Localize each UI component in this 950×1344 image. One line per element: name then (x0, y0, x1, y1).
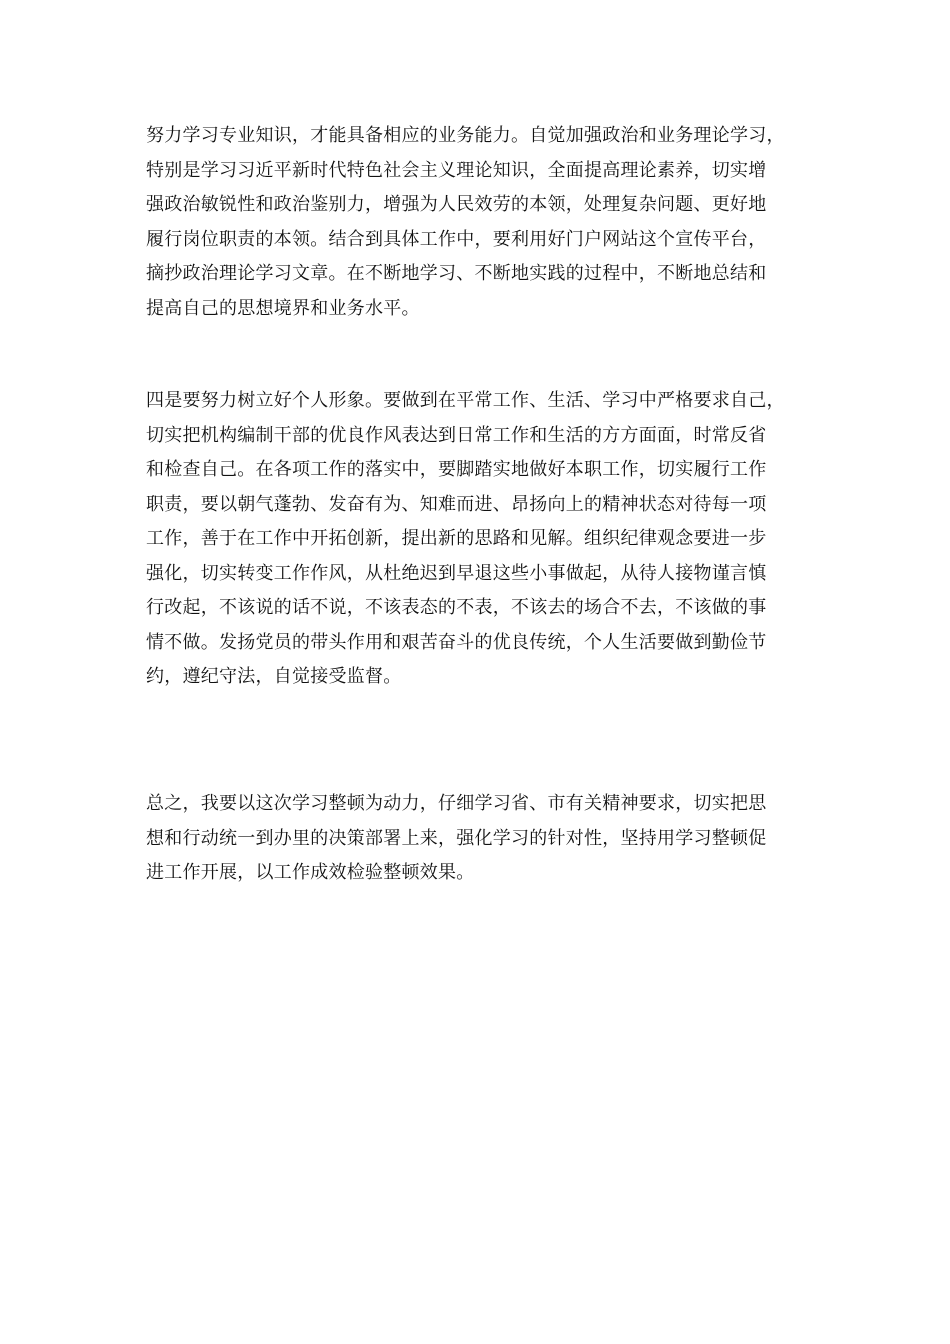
text-line: 和检查自己。在各项工作的落实中，要脚踏实地做好本职工作，切实履行工作 (146, 459, 767, 480)
text-line: 职责，要以朝气蓬勃、发奋有为、知难而进、昂扬向上的精神状态对待每一项 (146, 493, 767, 515)
text-line: 履行岗位职责的本领。结合到具体工作中，要利用好门户网站这个宣传平台， (146, 228, 767, 250)
text-line: 强政治敏锐性和政治鉴别力，增强为人民效劳的本领，处理复杂问题、更好地 (146, 194, 767, 215)
text-line: 努力学习专业知识，才能具备相应的业务能力。自觉加强政治和业务理论学习， (146, 125, 785, 146)
text-line: 摘抄政治理论学习文章。在不断地学习、不断地实践的过程中，不断地总结和 (146, 263, 767, 284)
text-line: 特别是学习习近平新时代特色社会主义理论知识，全面提高理论素养，切实增 (146, 159, 767, 181)
text-line: 进工作开展，以工作成效检验整顿效果。 (146, 862, 475, 883)
text-line: 情不做。发扬党员的带头作用和艰苦奋斗的优良传统，个人生活要做到勤俭节 (146, 631, 767, 653)
text-line: 约，遵纪守法，自觉接受监督。 (146, 666, 402, 687)
text-line: 行改起，不该说的话不说，不该表态的不表，不该去的场合不去，不该做的事 (146, 597, 767, 618)
text-line: 四是要努力树立好个人形象。要做到在平常工作、生活、学习中严格要求自己， (146, 390, 785, 411)
text-line: 总之，我要以这次学习整顿为动力，仔细学习省、市有关精神要求，切实把思 (146, 793, 767, 814)
text-line: 想和行动统一到办里的决策部署上来，强化学习的针对性，坚持用学习整顿促 (146, 827, 767, 849)
text-line: 切实把机构编制干部的优良作风表达到日常工作和生活的方方面面，时常反省 (146, 424, 767, 446)
text-line: 工作，善于在工作中开拓创新，提出新的思路和见解。组织纪律观念要进一步 (146, 528, 767, 549)
paragraph-study-knowledge (146, 119, 846, 326)
text-line: 提高自己的思想境界和业务水平。 (146, 297, 420, 319)
text-line: 强化，切实转变工作作风，从杜绝迟到早退这些小事做起，从待人接物谨言慎 (146, 562, 767, 584)
paragraph-conclusion (146, 787, 846, 891)
paragraph-personal-image (146, 384, 846, 695)
